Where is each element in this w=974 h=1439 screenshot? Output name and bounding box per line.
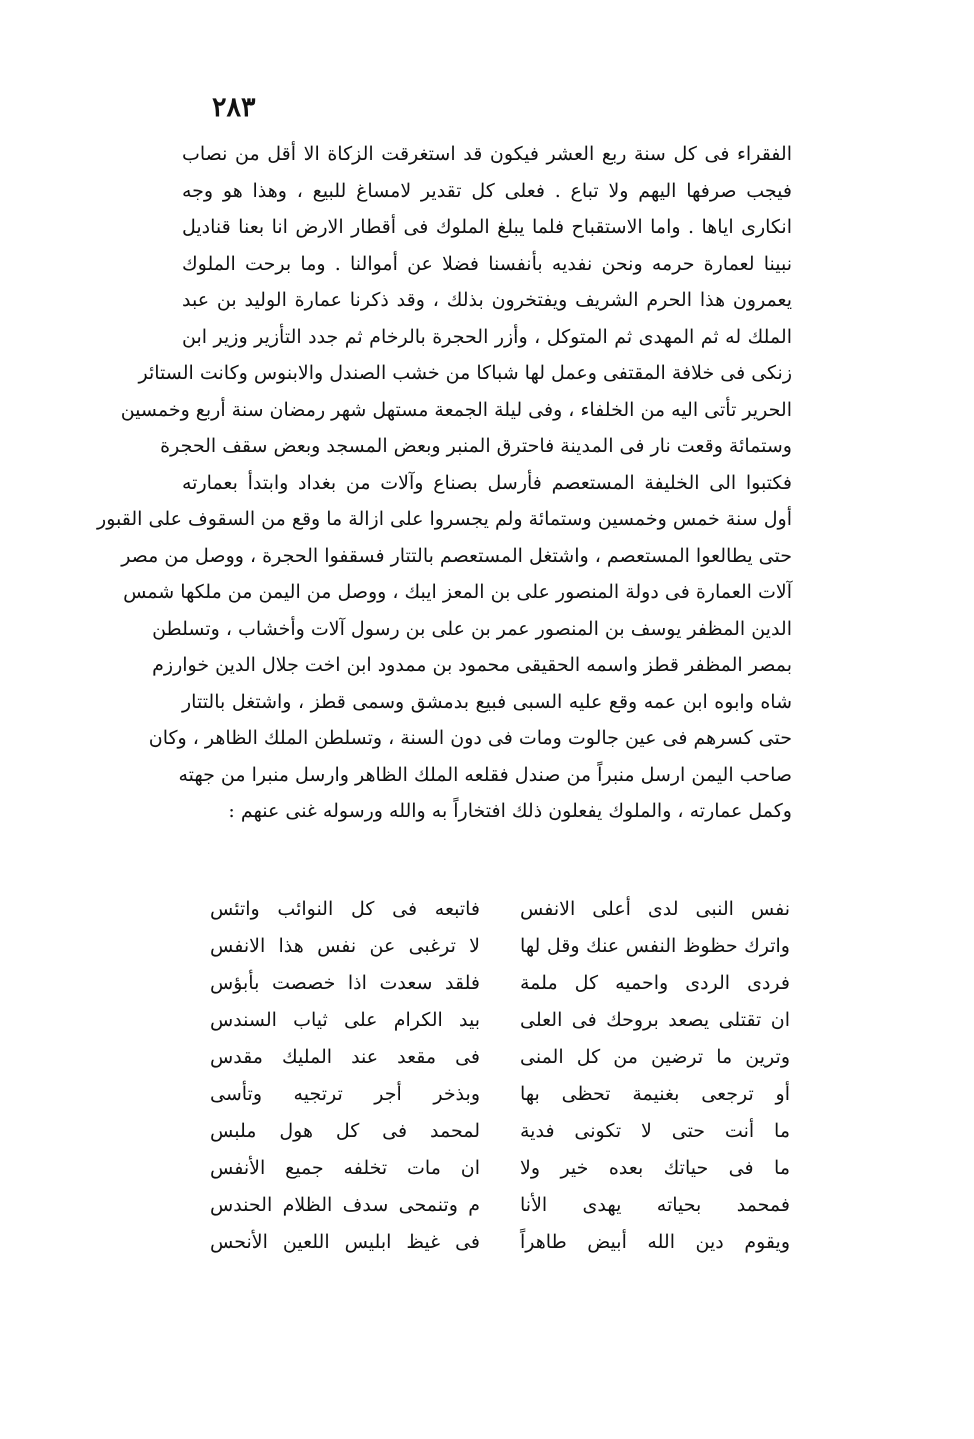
prose-line: يعمرون هذا الحرم الشريف ويفتخرون بذلك ، وقد ذكرنا عمارة الوليد بن عبد [182,289,792,311]
verse-second-hemistich: فلقد سعدت اذا خصصت بأبؤس [210,971,480,994]
prose-line: فيجب صرفها اليهم ولا تباع . فعلى كل تقدير لامساغ للبيع ، وهذا هو وجه [182,179,792,202]
poem-verse [210,1112,790,1149]
verse-second-hemistich: فى غيظ ابليس اللعين الأنحس [210,1230,480,1253]
prose-line: زنكى فى خلافة المقتفى وعمل لها شباكا من خشب الصندل والابنوس وكانت الستائر [138,362,792,384]
verse-first-hemistich: ما فى حياتك بعده خير ولا [520,1156,790,1179]
prose-line: صاحب اليمن ارسل منبراً من صندل فقلعه الملك الظاهر وارسل منبرا من جهته [178,763,792,786]
verse-first-hemistich: أو ترجعى بغنيمة تحظى بها [520,1082,790,1105]
verse-first-hemistich: ويقوم دين الله أبيض طاهراً [520,1230,790,1253]
prose-line: حتى يطالعوا المستعصم ، واشتغل المستعصم بالتتار فسقفوا الحجرة ، ووصل من مصر [121,544,792,567]
prose-line: أول سنة خمس وخمسين وستمائة ولم يجسروا على ازالة ما وقع من السقوف على القبور [97,508,792,530]
verse-first-hemistich: فردى الردى واحميه كل ملمة [520,971,790,994]
prose-line: انكارى اياها . واما الاستقباح فلما يبلغ الملوك فى أقطار الارض انا بعنا قناديل [182,216,792,238]
prose-block [97,136,792,830]
verse-first-hemistich: وترين ما ترضين من كل المنى [520,1045,790,1068]
verse-second-hemistich: فى مقعد عند المليك مقدس [210,1045,480,1068]
verse-second-hemistich: بيد الكرام على ثياب السندس [210,1008,480,1031]
poem-verse [210,1001,790,1038]
verse-second-hemistich: ان مات تخلفه جميع الأنفس [210,1156,480,1179]
poem-verse [210,1186,790,1223]
prose-line: الحرير تأتى اليه من الخلفاء ، وفى ليلة الجمعة مستهل شهر رمضان سنة أربع وخمسين [120,398,792,421]
prose-line: آلات العمارة فى دولة المنصور على بن المعز ايبك ، ووصل من اليمن من ملكها شمس [123,581,792,603]
verse-first-hemistich: نفس النبى لدى أعلى الانفس [520,897,790,920]
verse-first-hemistich: واترك حظوظ النفس عنك وقل لها [520,934,790,957]
verse-second-hemistich: لا ترغبى عن نفس هذا الانفس [210,934,480,957]
poem-verse [210,1223,790,1260]
poem-verse [210,1075,790,1112]
prose-line: حتى كسرهم فى عين جالوت ومات فى دون السنة ، وتسلطن الملك الظاهر ، وكان [148,727,792,749]
verse-first-hemistich: فمحمد بحياته يهدى الأنا [520,1193,790,1216]
prose-line: الدين المظفر يوسف بن المنصور عمر بن على بن رسول آلات وأخشاب ، وتسلطن [152,617,792,640]
verse-second-hemistich: وبذخر أجر ترتجيه وتأسى [210,1082,480,1105]
prose-line: بمصر المظفر قطز واسمه الحقيقى محمود بن ممدود ابن اخت جلال الدين خوارزم [152,654,792,676]
prose-line: فكتبوا الى الخليفة المستعصم فأرسل بصناع وآلات من بغداد وابتدأ بعمارته [182,471,792,494]
prose-line: الملك له ثم المهدى ثم المتوكل ، وأزر الحجرة بالرخام ثم جدد التأزير وزير ابن [182,325,792,348]
verse-second-hemistich: م وتنمحى سدف الظلام الحندس [210,1193,480,1216]
poem-block [210,890,790,1260]
prose-line: نبينا لعمارة حرمه ونحن نفديه بأنفسنا فضلا عن أموالنا . وما برحت الملوك [182,252,792,275]
prose-line: شاه وابوه ابن عمه وقع عليه السبى فبيع بدمشق وسمى قطز ، واشتغل بالتتار [182,690,792,713]
poem-verse [210,1038,790,1075]
prose-line: وستمائة وقعت نار فى المدينة فاحترق المنبر وبعض المسجد وبعض سقف الحجرة [160,435,792,457]
page-number: ٢٨٣ [212,92,256,123]
verse-first-hemistich: ان تقتلى يصعد بروحك فى العلى [520,1008,790,1031]
poem-verse [210,927,790,964]
verse-second-hemistich: فاتبعه فى كل النوائب واتئس [210,897,480,920]
poem-verse [210,890,790,927]
verse-first-hemistich: ما أنت حتى لا تكونى فدية [520,1119,790,1142]
prose-line: وكمل عمارته ، والملوك يفعلون ذلك افتخاراً به والله ورسوله غنى عنهم : [228,800,792,822]
verse-second-hemistich: لمحمد فى كل هول ملبس [210,1119,480,1142]
poem-verse [210,1149,790,1186]
poem-verse [210,964,790,1001]
prose-line: الفقراء فى كل سنة ربع العشر فيكون قد استغرقت الزكاة الا أقل من نصاب [182,143,792,165]
